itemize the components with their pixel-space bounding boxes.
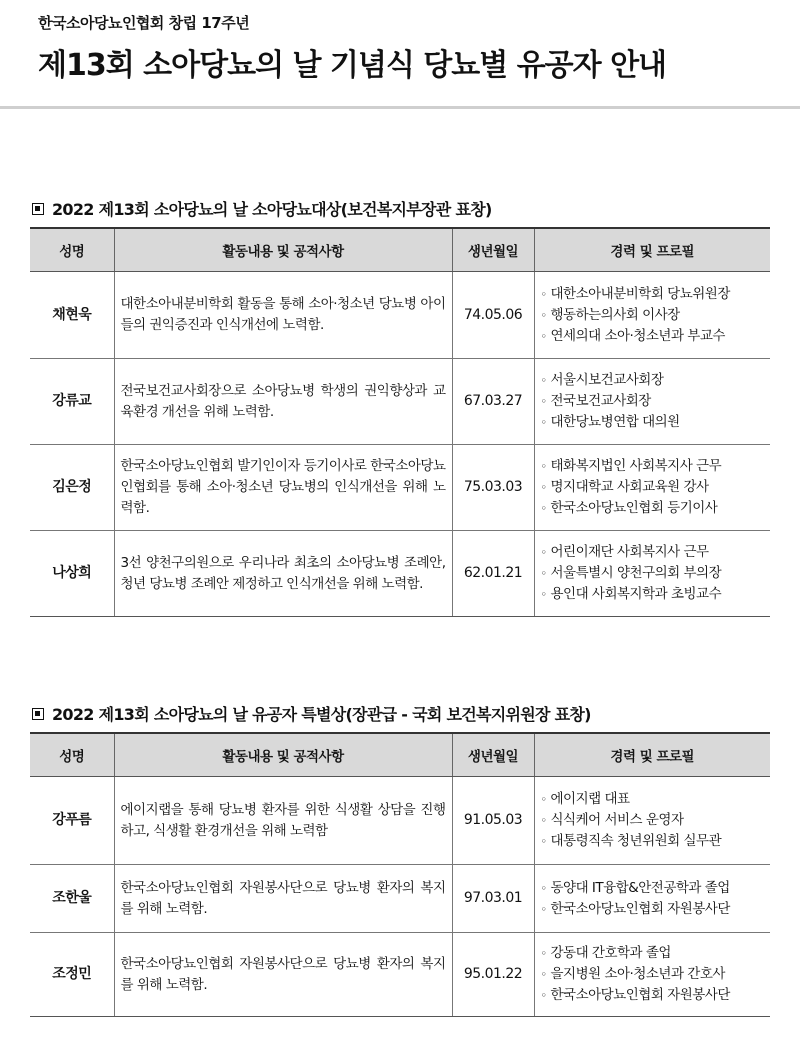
- career-text: 태화복지법인 사회복지사 근무: [550, 458, 722, 474]
- dot-bullet-icon: ◦: [540, 902, 547, 916]
- activity-text: 3선 양천구의원으로 우리나라 최초의 소아당뇨병 조례안, 청년 당뇨병 조례안 제정하고 인식개선을 위해 노력함.: [114, 531, 452, 617]
- career-item: [541, 878, 765, 899]
- section-title-text: 2022 제13회 소아당뇨의 날 유공자 특별상(장관급 - 국회 보건복지위원장 표창): [52, 705, 591, 724]
- birth-date: 91.05.03: [452, 777, 534, 865]
- career-item: [541, 584, 765, 605]
- dot-bullet-icon: ◦: [540, 460, 547, 473]
- career-text: 어린이재단 사회복지사 근무: [550, 544, 709, 560]
- career-text: 전국보건교사회장: [550, 393, 651, 409]
- career-list: [534, 359, 770, 445]
- dot-bullet-icon: ◦: [540, 567, 547, 580]
- table-row: [30, 445, 770, 531]
- career-item: [541, 943, 765, 964]
- dot-bullet-icon: ◦: [540, 588, 547, 601]
- career-item: [541, 563, 765, 584]
- square-bullet-icon: [32, 203, 44, 215]
- col-header-activity: 활동내용 및 공적사항: [114, 228, 452, 272]
- career-text: 대한당뇨병연합 대의원: [550, 414, 680, 430]
- birth-date: 97.03.01: [452, 865, 534, 933]
- career-text: 대한소아내분비학회 당뇨위원장: [550, 285, 730, 302]
- career-text: 한국소아당뇨인협회 등기이사: [550, 500, 718, 516]
- section-title: [32, 197, 492, 220]
- table-header-row: [30, 228, 770, 272]
- career-item: [541, 985, 765, 1006]
- birth-date: 62.01.21: [452, 531, 534, 617]
- dot-bullet-icon: ◦: [540, 881, 547, 895]
- career-item: [541, 284, 765, 305]
- col-header-name: 성명: [30, 733, 114, 777]
- dot-bullet-icon: ◦: [540, 481, 547, 494]
- career-list: [534, 272, 770, 359]
- col-header-activity: 활동내용 및 공적사항: [114, 733, 452, 777]
- dot-bullet-icon: ◦: [540, 502, 547, 515]
- recipient-name: 조정민: [30, 933, 114, 1017]
- col-header-dob: 생년월일: [452, 733, 534, 777]
- career-item: [541, 498, 765, 519]
- career-item: [541, 964, 765, 985]
- col-header-dob: 생년월일: [452, 228, 534, 272]
- document-header: [0, 0, 800, 112]
- birth-date: 74.05.06: [452, 272, 534, 359]
- activity-text: 한국소아당뇨인협회 자원봉사단으로 당뇨병 환자의 복지를 위해 노력함.: [114, 933, 452, 1017]
- header-subtitle: 한국소아당뇨인협회 창립 17주년: [38, 14, 250, 32]
- career-text: 대통령직속 청년위원회 실무관: [550, 833, 722, 849]
- header-divider: [0, 106, 800, 109]
- table-row: [30, 272, 770, 359]
- activity-text: 한국소아당뇨인협회 발기인이자 등기이사로 한국소아당뇨인협회를 통해 소아·청소년 당뇨병의 인식개선을 위해 노력함.: [114, 445, 452, 531]
- activity-text: 한국소아당뇨인협회 자원봉사단으로 당뇨병 환자의 복지를 위해 노력함.: [114, 865, 452, 933]
- career-item: [541, 370, 765, 391]
- dot-bullet-icon: ◦: [540, 395, 547, 408]
- career-list: [534, 531, 770, 617]
- dot-bullet-icon: ◦: [540, 947, 547, 960]
- career-text: 한국소아당뇨인협회 자원봉사단: [550, 900, 730, 917]
- dot-bullet-icon: ◦: [540, 793, 547, 806]
- table-row: [30, 865, 770, 933]
- section-title: [32, 702, 591, 725]
- activity-text: 대한소아내분비학회 활동을 통해 소아·청소년 당뇨병 아이들의 권익증진과 인식개선에 노력함.: [114, 272, 452, 359]
- career-item: [541, 899, 765, 920]
- table-row: [30, 933, 770, 1017]
- career-text: 서울특별시 양천구의회 부의장: [550, 565, 722, 581]
- career-list: [534, 777, 770, 865]
- dot-bullet-icon: ◦: [540, 374, 547, 387]
- career-item: [541, 789, 765, 810]
- table-header-row: [30, 733, 770, 777]
- career-list: [534, 445, 770, 531]
- recipient-name: 강류교: [30, 359, 114, 445]
- table-row: [30, 777, 770, 865]
- career-list: [534, 933, 770, 1017]
- career-item: [541, 391, 765, 412]
- birth-date: 67.03.27: [452, 359, 534, 445]
- career-text: 동양대 IT융합&안전공학과 졸업: [550, 879, 730, 896]
- recipient-name: 조한울: [30, 865, 114, 933]
- dot-bullet-icon: ◦: [540, 835, 547, 848]
- table-row: [30, 359, 770, 445]
- activity-text: 전국보건교사회장으로 소아당뇨병 학생의 권익향상과 교육환경 개선을 위해 노력함.: [114, 359, 452, 445]
- recipient-name: 나상희: [30, 531, 114, 617]
- career-item: [541, 810, 765, 831]
- dot-bullet-icon: ◦: [540, 329, 547, 343]
- career-text: 연세의대 소아·청소년과 부교수: [550, 327, 725, 344]
- award-table: [30, 732, 770, 1017]
- career-text: 명지대학교 사회교육원 강사: [550, 479, 709, 495]
- col-header-name: 성명: [30, 228, 114, 272]
- dot-bullet-icon: ◦: [540, 989, 547, 1002]
- career-text: 식식케어 서비스 운영자: [550, 812, 684, 828]
- dot-bullet-icon: ◦: [540, 546, 547, 559]
- dot-bullet-icon: ◦: [540, 968, 547, 981]
- career-item: [541, 542, 765, 563]
- dot-bullet-icon: ◦: [540, 814, 547, 827]
- career-item: [541, 477, 765, 498]
- career-item: [541, 412, 765, 433]
- career-text: 용인대 사회복지학과 초빙교수: [550, 586, 722, 602]
- career-text: 을지병원 소아·청소년과 간호사: [550, 966, 725, 982]
- award-table: [30, 227, 770, 617]
- dot-bullet-icon: ◦: [540, 308, 547, 322]
- recipient-name: 김은정: [30, 445, 114, 531]
- table-row: [30, 531, 770, 617]
- activity-text: 에이지랩을 통해 당뇨병 환자를 위한 식생활 상담을 진행하고, 식생활 환경개선을 위해 노력함: [114, 777, 452, 865]
- square-bullet-icon: [32, 708, 44, 720]
- career-text: 행동하는의사회 이사장: [550, 306, 680, 323]
- career-text: 강동대 간호학과 졸업: [550, 945, 671, 961]
- career-list: [534, 865, 770, 933]
- recipient-name: 강푸름: [30, 777, 114, 865]
- col-header-career: 경력 및 프로필: [534, 733, 770, 777]
- career-item: [541, 456, 765, 477]
- birth-date: 75.03.03: [452, 445, 534, 531]
- career-item: [541, 326, 765, 347]
- dot-bullet-icon: ◦: [540, 416, 547, 429]
- dot-bullet-icon: ◦: [540, 287, 547, 301]
- recipient-name: 채현욱: [30, 272, 114, 359]
- birth-date: 95.01.22: [452, 933, 534, 1017]
- career-item: [541, 305, 765, 326]
- page-title: 제13회 소아당뇨의 날 기념식 당뇨별 유공자 안내: [38, 48, 667, 83]
- career-text: 에이지랩 대표: [550, 791, 630, 807]
- section-title-text: 2022 제13회 소아당뇨의 날 소아당뇨대상(보건복지부장관 표창): [52, 200, 492, 219]
- career-text: 서울시보건교사회장: [550, 372, 664, 388]
- career-item: [541, 831, 765, 852]
- career-text: 한국소아당뇨인협회 자원봉사단: [550, 987, 730, 1003]
- col-header-career: 경력 및 프로필: [534, 228, 770, 272]
